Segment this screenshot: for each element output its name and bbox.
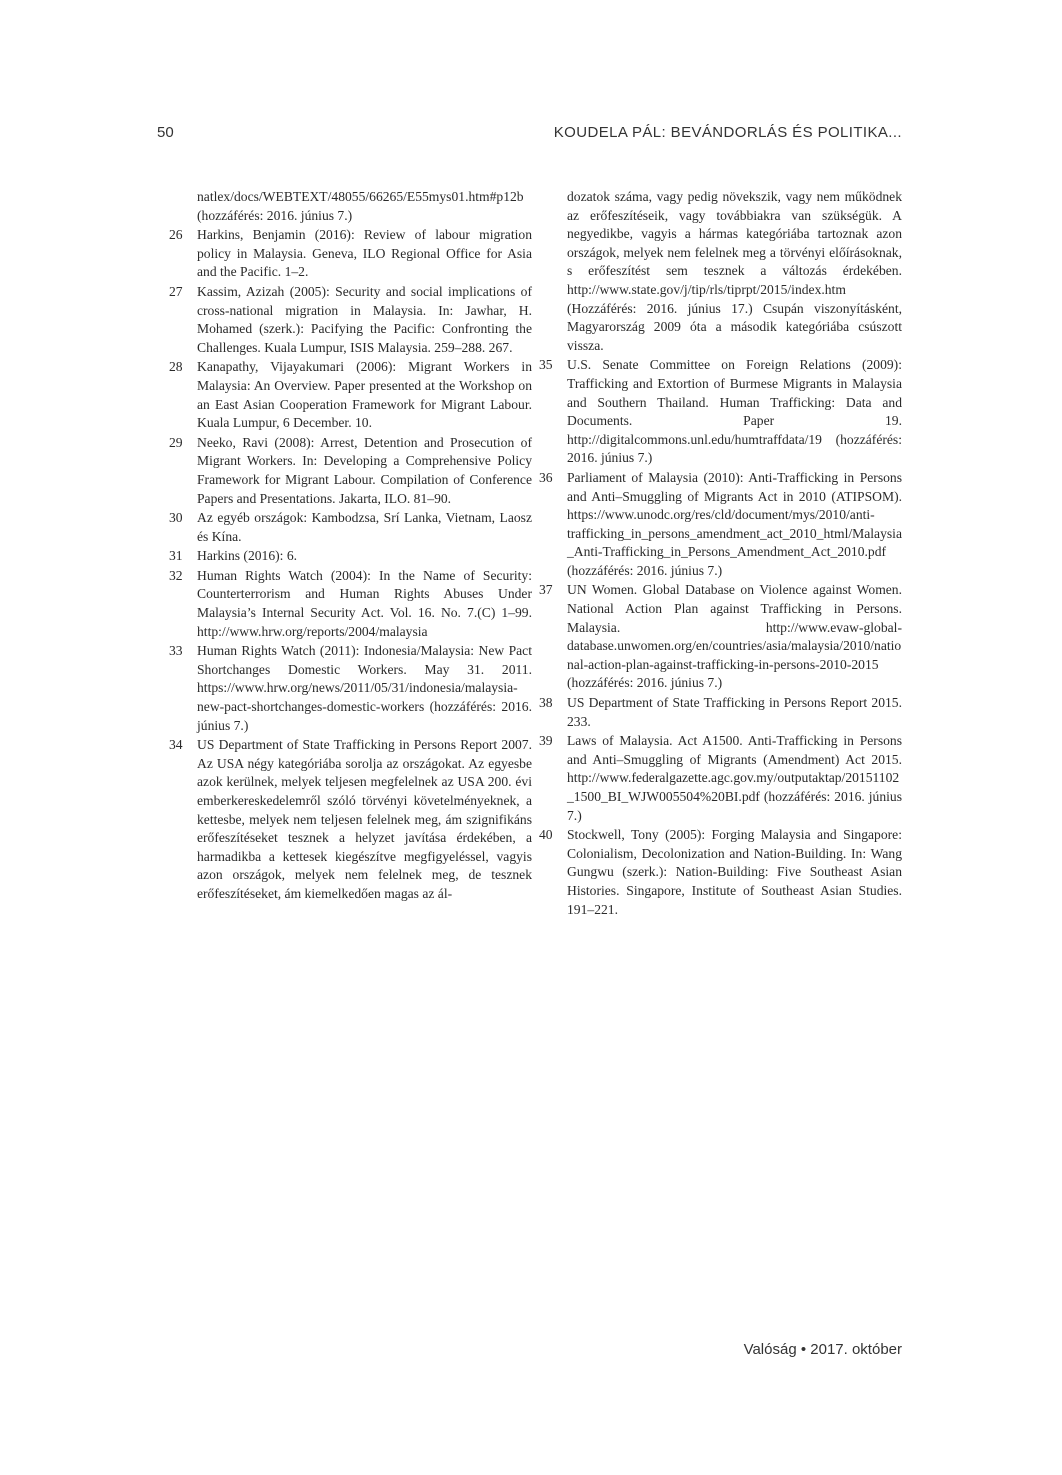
footnote-number: 36 bbox=[539, 469, 553, 485]
footnote-number: 31 bbox=[169, 548, 183, 564]
footnote-number: 26 bbox=[169, 227, 183, 243]
footnote-text: Kassim, Azizah (2005): Security and social implications of cross-national migration in Malaysia. In: Jawhar, H. Mohamed (szerk.): Pacifying the Pacific: Confronting the Challenges. Kuala Lumpur, ISIS Malaysia. 259–288. 267. bbox=[197, 283, 532, 355]
left-footnote-list bbox=[160, 226, 532, 903]
footnote-number: 37 bbox=[539, 582, 553, 598]
footnote-text: US Department of State Trafficking in Persons Report 2015. 233. bbox=[567, 695, 902, 729]
footnote-text: Laws of Malaysia. Act A1500. Anti-Trafficking in Persons and Anti–Smuggling of Migrants (Amendment) Act 2015. http://www.federalgazette.agc.gov.my/outputaktap/20151102_1500_BI_WJW005504%20BI.pdf (hozzáférés: 2016. június 7.) bbox=[567, 733, 902, 823]
footnote-text: Human Rights Watch (2004): In the Name of Security: Counterterrorism and Human Rights Abuses Under Malaysia’s Internal Security Act. Vol. 16. No. 7.(C) 1–99. http://www.hrw.org/reports/2004/malaysia bbox=[197, 567, 532, 639]
footnote-item bbox=[530, 826, 902, 919]
footnote-item bbox=[160, 642, 532, 735]
footnote-number: 27 bbox=[169, 283, 183, 299]
running-header-title: KOUDELA PÁL: BEVÁNDORLÁS ÉS POLITIKA... bbox=[553, 124, 902, 141]
footnote-text: Stockwell, Tony (2005): Forging Malaysia and Singapore: Colonialism, Decolonization and Nation-Building. In: Wang Gungwu (szerk.): Nation-Building: Five Southeast Asian Histories. Singapore, Institute of Southeast Asian Studies. 191–221. bbox=[567, 827, 902, 917]
footnote-number: 38 bbox=[539, 695, 553, 711]
footnote-item bbox=[160, 509, 532, 546]
footer-journal-issue: Valóság • 2017. október bbox=[743, 1341, 902, 1358]
footnote-continuation: natlex/docs/WEBTEXT/48055/66265/E55mys01.htm#p12b (hozzáférés: 2016. június 7.) bbox=[197, 189, 524, 223]
right-column bbox=[530, 188, 902, 920]
footnote-item bbox=[160, 736, 532, 903]
footnote-number: 29 bbox=[169, 434, 183, 450]
footnote-text: UN Women. Global Database on Violence against Women. National Action Plan against Trafficking in Persons. Malaysia. http://www.evaw-global-database.unwomen.org/en/countries/asia/malaysia/2010/national-action-plan-against-trafficking-in-persons-2010-2015 (hozzáférés: 2016. június 7.) bbox=[567, 582, 902, 691]
footnote-number: 39 bbox=[539, 733, 553, 749]
page-number: 50 bbox=[157, 124, 174, 141]
footnote-continuation: dozatok száma, vagy pedig növekszik, vagy nem működnek az erőfeszítéseik, vagy továbbiakra van szükségük. A negyedikbe, vagyis a hármas kategóriába tartoznak azon országok, melyek nem felelnek meg a törvényi előírásoknak, s erőfeszítést sem tesznek a változás érdekében. http://www.state.gov/j/tip/rls/tiprpt/2015/index.htm (Hozzáférés: 2016. június 17.) Csupán viszonyításként, Magyarország 2009 óta a második kategóriába csúszott vissza. bbox=[567, 189, 902, 353]
footnote-item bbox=[160, 283, 532, 357]
footnote-text: Neeko, Ravi (2008): Arrest, Detention and Prosecution of Migrant Workers. In: Developing a Comprehensive Policy Framework for Migrant Labour. Compilation of Conference Papers and Presentations. Jakarta, ILO. 81–90. bbox=[197, 434, 532, 506]
footnote-item bbox=[160, 567, 532, 641]
footnote-item bbox=[160, 434, 532, 508]
footnote-number: 33 bbox=[169, 643, 183, 659]
footnote-item bbox=[530, 581, 902, 693]
footnote-number: 35 bbox=[539, 357, 553, 373]
footnote-text: Parliament of Malaysia (2010): Anti-Trafficking in Persons and Anti–Smuggling of Migrants Act in 2010 (ATIPSOM). https://www.unodc.org/res/cld/document/mys/2010/anti-trafficking_in_persons_amendment_act_2010_html/Malaysia_Anti-Trafficking_in_Persons_Amendment_Act_2010.pdf (hozzáférés: 2016. június 7.) bbox=[567, 469, 902, 578]
footnote-text: Harkins, Benjamin (2016): Review of labour migration policy in Malaysia. Geneva, ILO Regional Office for Asia and the Pacific. 1–2. bbox=[197, 227, 532, 280]
footnote-text: U.S. Senate Committee on Foreign Relations (2009): Trafficking and Extortion of Burmese Migrants in Malaysia and Southern Thailand. Human Trafficking: Data and Documents. Paper 19. http://digitalcommons.unl.edu/humtraffdata/19 (hozzáférés: 2016. június 7.) bbox=[567, 357, 902, 466]
footnote-item bbox=[160, 547, 532, 566]
footnote-item bbox=[530, 469, 902, 581]
footnote-item bbox=[530, 732, 902, 825]
footnote-text: Harkins (2016): 6. bbox=[197, 548, 298, 564]
footnote-item bbox=[160, 358, 532, 432]
footnote-number: 28 bbox=[169, 359, 183, 375]
footnote-item bbox=[160, 226, 532, 282]
footnote-text: Az egyéb országok: Kambodzsa, Srí Lanka, Vietnam, Laosz és Kína. bbox=[197, 510, 532, 544]
footnote-item bbox=[530, 694, 902, 731]
right-footnote-list bbox=[530, 356, 902, 919]
footnote-text: Human Rights Watch (2011): Indonesia/Malaysia: New Pact Shortchanges Domestic Workers. May 31. 2011. https://www.hrw.org/news/2011/05/31/indonesia/malaysia-new-pact-shortchanges-domestic-workers (hozzáférés: 2016. június 7.) bbox=[197, 643, 532, 733]
footnote-number: 32 bbox=[169, 567, 183, 583]
footnote-text: US Department of State Trafficking in Persons Report 2007. Az USA négy kategóriába sorolja az országokat. Az egyesbe azok kerülnek, melyek teljesen megfelelnek az USA 200. évi emberkereskedelemről szóló törvényi követelményeknek, a kettesbe, melyek nem teljesen felelnek meg, ám szignifikáns erőfeszítéseket tesznek a helyzet javítása érdekében, a harmadikba a kettesek kiegészítve megfigyeléssel, vagyis azon országok, melyek nem felelnek meg, de tesznek erőfeszítéseket, ám kiemelkedően magas az ál- bbox=[197, 737, 532, 901]
footnote-number: 34 bbox=[169, 737, 183, 753]
footnote-text: Kanapathy, Vijayakumari (2006): Migrant Workers in Malaysia: An Overview. Paper presented at the Workshop on an East Asian Cooperation Framework for Migrant Labour. Kuala Lumpur, 6 December. 10. bbox=[197, 359, 532, 431]
footnote-number: 40 bbox=[539, 827, 553, 843]
footnote-item bbox=[530, 356, 902, 468]
left-column bbox=[160, 188, 532, 905]
footnote-number: 30 bbox=[169, 510, 183, 526]
